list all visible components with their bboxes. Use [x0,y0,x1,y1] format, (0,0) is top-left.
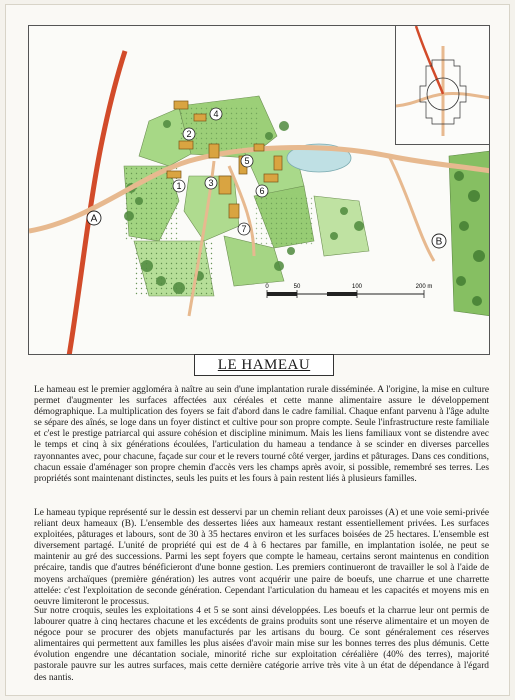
scale-tick-0: 0 [265,284,269,290]
inset-plan [395,25,490,145]
scale-tick-200: 200 m [415,284,433,290]
scale-bar [265,284,432,298]
marker-label-1: 1 [176,181,182,191]
paragraph-3: Sur notre croquis, seules les exploitations 4 et 5 se sont ainsi développées. Les boeufs et la charrue leur ont permis de labourer quatre à cinq hectares chacune et les excédents de grains produits sont une réserve alimentaire et un moyen de négoce pour se procurer des objets manufacturés par les artisans du bourg. Ce sont généralement ces réserves alimentaires qui permettent aux familles les plus aisées d'avoir main mise sur les bonnes terres des plus démunis. Cette évolution engendre une décantation sociale, minorité riche sur exploitation céréalière (40% des terres), majorité pastorale pauvre sur les autres surfaces, mais cette dernière catégorie arrive très vite à un état de dépendance à l'égard des nantis. [34,606,489,683]
marker-label-5: 5 [244,156,250,166]
scale-tick-100: 100 [351,284,363,290]
marker-label-6: 6 [259,186,265,196]
point-label-B: B [435,236,443,248]
inset-drawing [396,26,490,146]
hamlet-map [28,25,490,355]
marker-label-7: 7 [241,224,247,234]
paragraph-2: Le hameau typique représenté sur le dessin est desservi par un chemin reliant deux paroisses (A) et une voie semi-privée reliant deux hameaux (B). L'ensemble des dessertes liées aux hameaux restant essentiellement privées. Les surfaces exploitées, pâturages et labours, sont de 30 à 35 hectares environ et les surfaces boisées de 25 hectares. L'ensemble est diversement partagé. L'unité de propriété qui est de 4 à 6 hectares par famille, en implantation isolée, ne peut se maintenir au gré des successions. Parmi les sept foyers que compte le hameau, certains seront maintenus en condition précaire, tandis que d'autres bénéficieront d'une bonne gestion. Les premiers continueront de travailler le sol à l'aide de moyens archaïques (première génération) les autres vont acquérir une paire de boeufs, une charrue et une charrette attelée: c'est l'exploitation de seconde génération. Cependant l'articulation du hameau et les capacités et moyens mis en oeuvre limiteront le processus. [34,508,489,607]
section-title [194,354,334,376]
paragraph-1: Le hameau est le premier aggloméra à naître au sein d'une implantation rurale disséminée. A l'origine, la mise en culture permet d'augmenter les surfaces affectées aux céréales et cette manne alimentaire assure le développement démographique. La multiplication des foyers se fait d'abord dans le cadre familial. Chaque enfant parvenu à l'âge adulte se sépare des aînés, se loge dans un foyer distinct et cultive pour son propre compte. Seule l'infrastructure reste familiale et c'est le prestige patriarcal qui assure cohésion et discipline minimum. Mais les liens familiaux vont se distendre avec le temps et cinq à six générations écoulées, l'articulation du hameau a tendance à se scinder en diverses parcelles rayonnantes avec, pour chacune, façade sur cour et le revers tourné côté verger, jardins et pâturages. Dans ces conditions, chacun essaie d'aménager son propre chemin d'accès vers les champs après avoir, si possible, remembré ses terres. Les propriétés sont maintenant distinctes, seuls les puits et les fours à pain restent liés à plusieurs familles. [34,385,489,484]
marker-label-3: 3 [208,178,214,188]
marker-label-2: 2 [186,129,192,139]
point-label-A: A [90,213,98,225]
marker-label-4: 4 [213,109,219,119]
red-road [69,51,125,355]
page [5,4,510,696]
scale-tick-50: 50 [293,284,301,290]
page-title: LE HAMEAU [217,356,311,373]
